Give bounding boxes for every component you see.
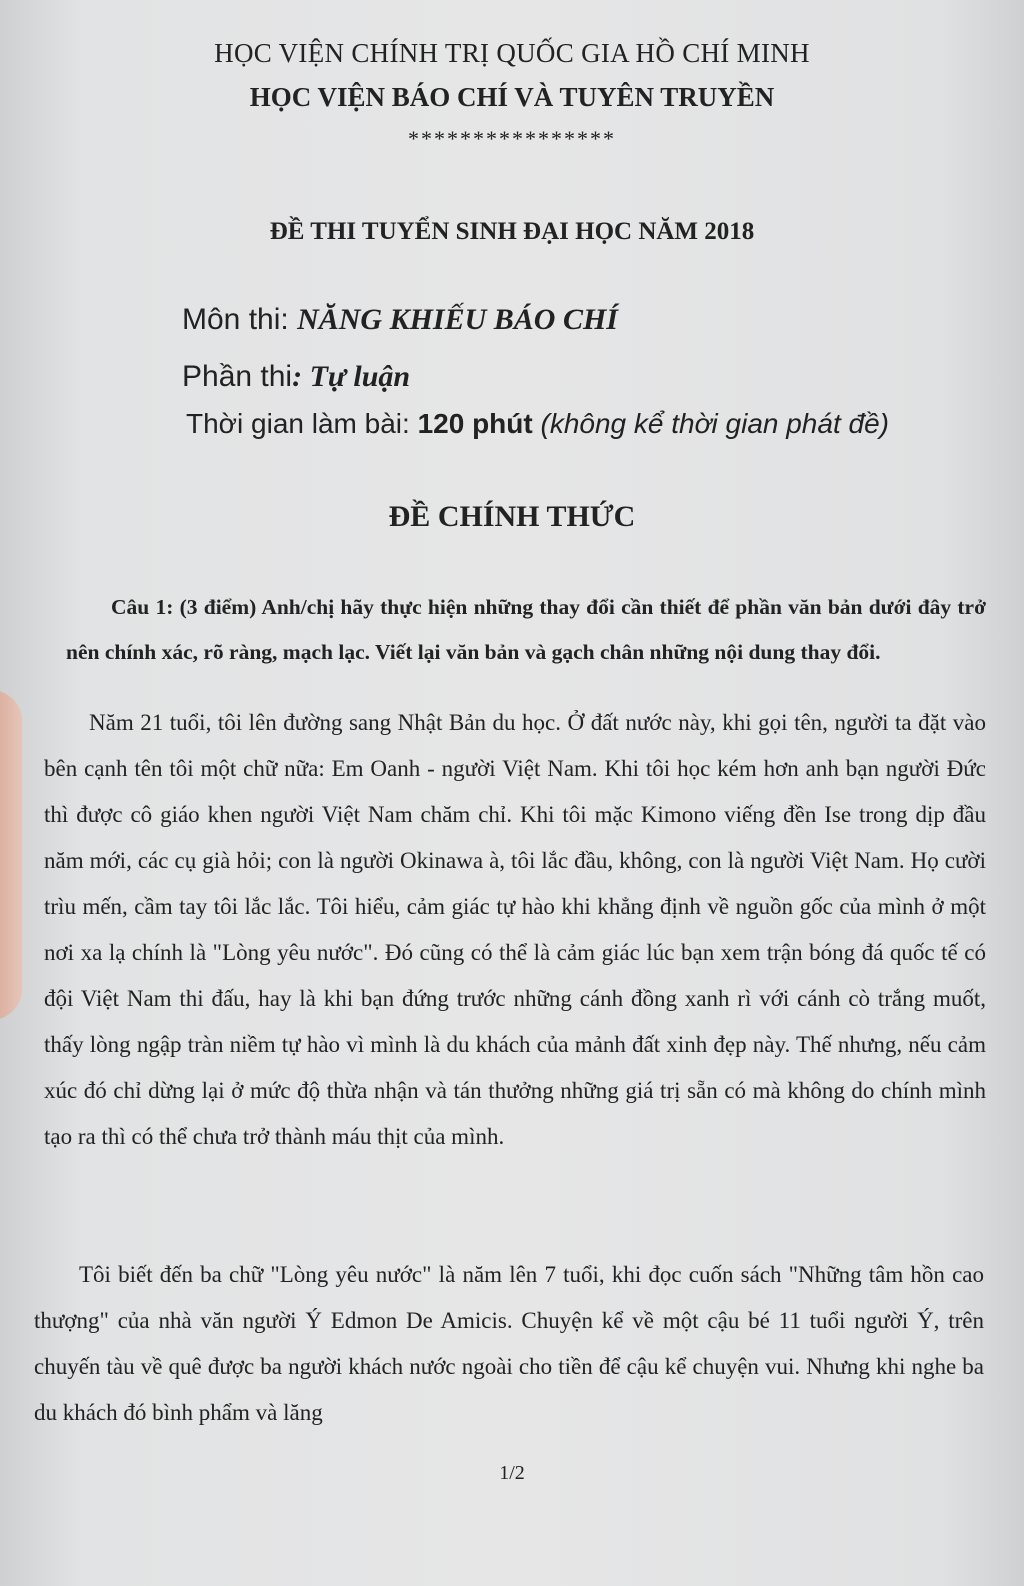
part-label: Phần thi [182, 360, 293, 393]
time-line [186, 408, 889, 440]
time-label: Thời gian làm bài: [186, 408, 418, 439]
subject-line [182, 303, 618, 337]
part-line [182, 360, 410, 394]
time-note: (không kể thời gian phát đề) [540, 408, 889, 439]
academy-name: HỌC VIỆN BÁO CHÍ VÀ TUYÊN TRUYỀN [249, 82, 775, 112]
finger-edge [0, 690, 22, 1020]
paragraph-2: Tôi biết đến ba chữ "Lòng yêu nước" là năm lên 7 tuổi, khi đọc cuốn sách "Những tâm hồn cao thượng" của nhà văn người Ý Edmon De Amicis. Chuyện kể về một cậu bé 11 tuổi người Ý, trên chuyến tàu về quê được ba người khách nước ngoài cho tiền để cậu kể chuyện vui. Nhưng khi nghe ba du khách đó bình phẩm và lăng [34, 1262, 984, 1425]
part-value: : Tự luận [292, 360, 411, 393]
subject-label: Môn thi: [182, 303, 298, 336]
paragraph-1: Năm 21 tuổi, tôi lên đường sang Nhật Bản du học. Ở đất nước này, khi gọi tên, người ta đặt vào bên cạnh tên tôi một chữ nữa: Em Oanh - người Việt Nam. Khi tôi học kém hơn anh bạn người Đức thì được cô giáo khen người Việt Nam chăm chỉ. Khi tôi mặc Kimono viếng đền Ise trong dịp đầu năm mới, các cụ già hỏi; con là người Okinawa à, tôi lắc đầu, không, con là người Việt Nam. Họ cười trìu mến, cầm tay tôi lắc lắc. Tôi hiểu, cảm giác tự hào khi khẳng định về nguồn gốc của mình ở một nơi xa lạ chính là "Lòng yêu nước". Đó cũng có thể là cảm giác lúc bạn xem trận bóng đá quốc tế có đội Việt Nam thi đấu, hay là khi bạn đứng trước những cánh đồng xanh rì với cánh cò trắng muốt, thấy lòng ngập tràn niềm tự hào vì mình là du khách của mảnh đất xinh đẹp này. Thế nhưng, nếu cảm xúc đó chỉ dừng lại ở mức độ thừa nhận và tán thưởng những giá trị sẵn có mà không do chính mình tạo ra thì có thể chưa trở thành máu thịt của mình. [44, 710, 986, 1149]
official-label: ĐỀ CHÍNH THỨC [388, 500, 636, 533]
exam-title: ĐỀ THI TUYỂN SINH ĐẠI HỌC NĂM 2018 [269, 218, 755, 245]
question-1: Câu 1: (3 điểm) Anh/chị hãy thực hiện những thay đổi cần thiết để phần văn bản dưới đây trở nên chính xác, rõ ràng, mạch lạc. Viết lại văn bản và gạch chân những nội dung thay đổi. [66, 595, 986, 664]
star-divider: **************** [408, 126, 616, 151]
time-value: 120 phút [417, 408, 533, 439]
subject-value: NĂNG KHIẾU BÁO CHÍ [297, 303, 618, 336]
institution-name: HỌC VIỆN CHÍNH TRỊ QUỐC GIA HỒ CHÍ MINH [214, 38, 810, 68]
page-number: 1/2 [499, 1462, 525, 1484]
